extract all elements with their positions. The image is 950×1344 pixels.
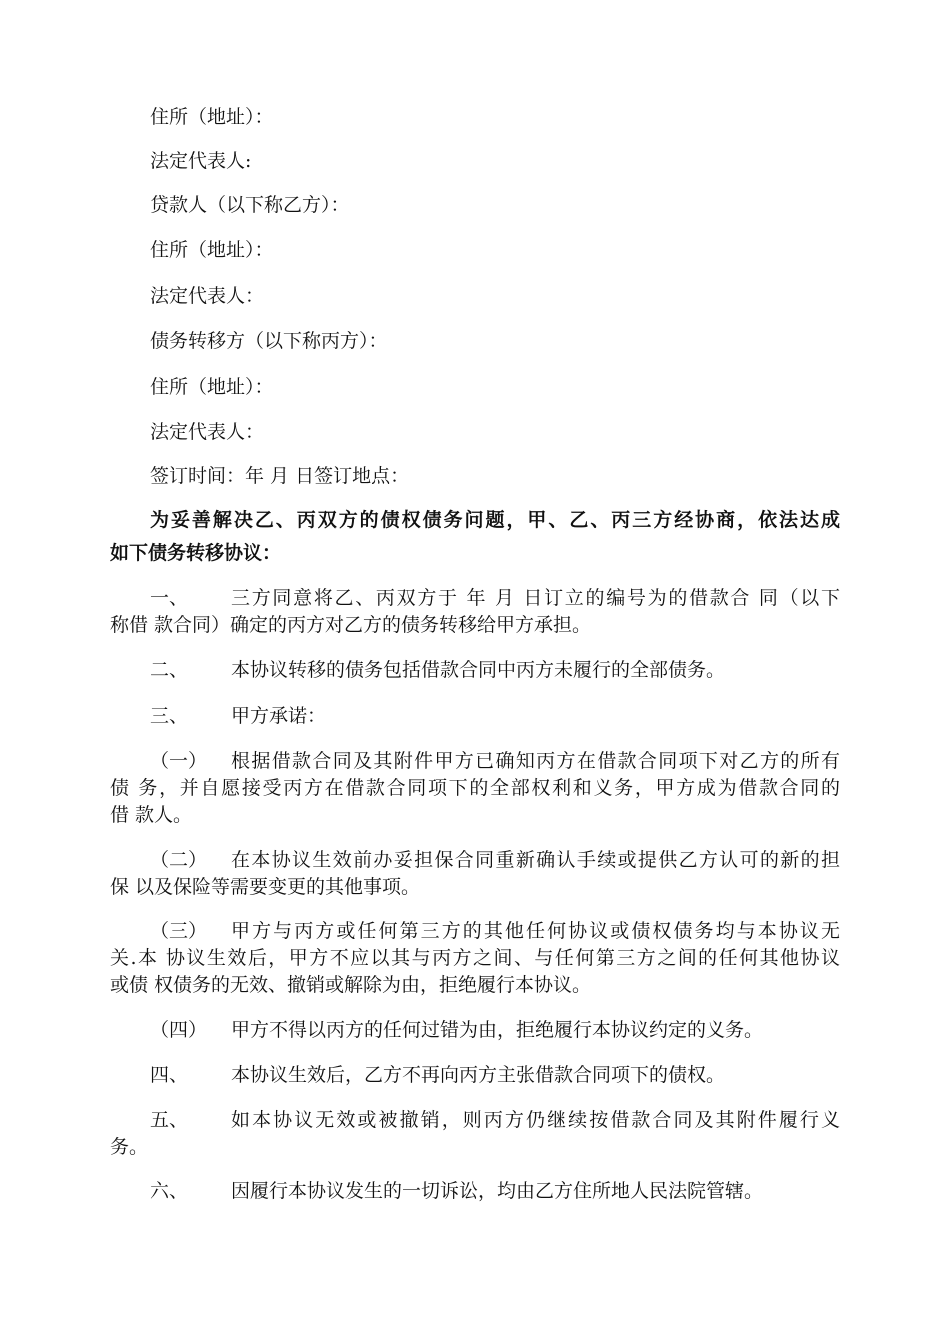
party-a-representative: 法定代表人: — [150, 150, 252, 172]
clause-text: 务。 — [110, 1136, 149, 1158]
clause-text: 本协议转移的债务包括借款合同中丙方未履行的全部债务。 — [231, 659, 726, 681]
clause-number: 四、 — [150, 1064, 189, 1086]
clause-number: 五、 — [150, 1109, 189, 1131]
clause-text: 或债 权债务的无效、撤销或解除为由，拒绝履行本协议。 — [110, 974, 592, 996]
clause-text: 在本协议生效前办妥担保合同重新确认手续或提供乙方认可的新的担 — [231, 849, 840, 871]
subclause-number: （二） — [150, 849, 208, 871]
signing-time-place: 签订时间：年 月 日签订地点： — [150, 465, 410, 487]
clause-text: 借 款人。 — [110, 804, 193, 826]
clause-text: 本协议生效后，乙方不再向丙方主张借款合同项下的债权。 — [231, 1064, 726, 1086]
clause-text: 债 务，并自愿接受丙方在借款合同项下的全部权利和义务，甲方成为借款合同的 — [110, 777, 840, 799]
preamble-line-1: 为妥善解决乙、丙双方的债权债务问题，甲、乙、丙三方经协商，依法达成 — [150, 509, 840, 531]
preamble-line-2: 如下债务转移协议： — [110, 542, 282, 564]
lender-line: 贷款人（以下称乙方）： — [150, 194, 350, 216]
clause-text: 称借 款合同）确定的丙方对乙方的债务转移给甲方承担。 — [110, 614, 592, 636]
clause-text: 关.本 协议生效后，甲方不应以其与丙方之间、与任何第三方之间的任何其他协议 — [110, 947, 840, 969]
clause-number: 六、 — [150, 1180, 189, 1202]
transferor-representative: 法定代表人： — [150, 421, 265, 443]
clause-text: 如本协议无效或被撤销，则丙方仍继续按借款合同及其附件履行义 — [231, 1109, 840, 1131]
clause-number: 二、 — [150, 659, 189, 681]
subclause-number: （一） — [150, 750, 208, 772]
party-a-address: 住所（地址）： — [150, 106, 274, 128]
clause-text: 甲方不得以丙方的任何过错为由，拒绝履行本协议约定的义务。 — [231, 1019, 764, 1041]
clause-text: 根据借款合同及其附件甲方已确知丙方在借款合同项下对乙方的所有 — [231, 750, 840, 772]
clause-number: 三、 — [150, 705, 189, 727]
subclause-number: （四） — [150, 1019, 208, 1041]
clause-text: 甲方承诺： — [231, 705, 327, 727]
transferor-address: 住所（地址）： — [150, 376, 274, 398]
lender-representative: 法定代表人： — [150, 285, 265, 307]
subclause-number: （三） — [150, 920, 208, 942]
clause-text: 保 以及保险等需要变更的其他事项。 — [110, 876, 421, 898]
clause-number: 一、 — [150, 587, 189, 609]
clause-text: 因履行本协议发生的一切诉讼，均由乙方住所地人民法院管辖。 — [231, 1180, 764, 1202]
clause-text: 三方同意将乙、丙双方于 年 月 日订立的编号为的借款合 同（以下 — [231, 587, 840, 609]
clause-text: 甲方与丙方或任何第三方的其他任何协议或债权债务均与本协议无 — [231, 920, 840, 942]
transferor-line: 债务转移方（以下称丙方）： — [150, 330, 388, 352]
lender-address: 住所（地址）： — [150, 239, 274, 261]
